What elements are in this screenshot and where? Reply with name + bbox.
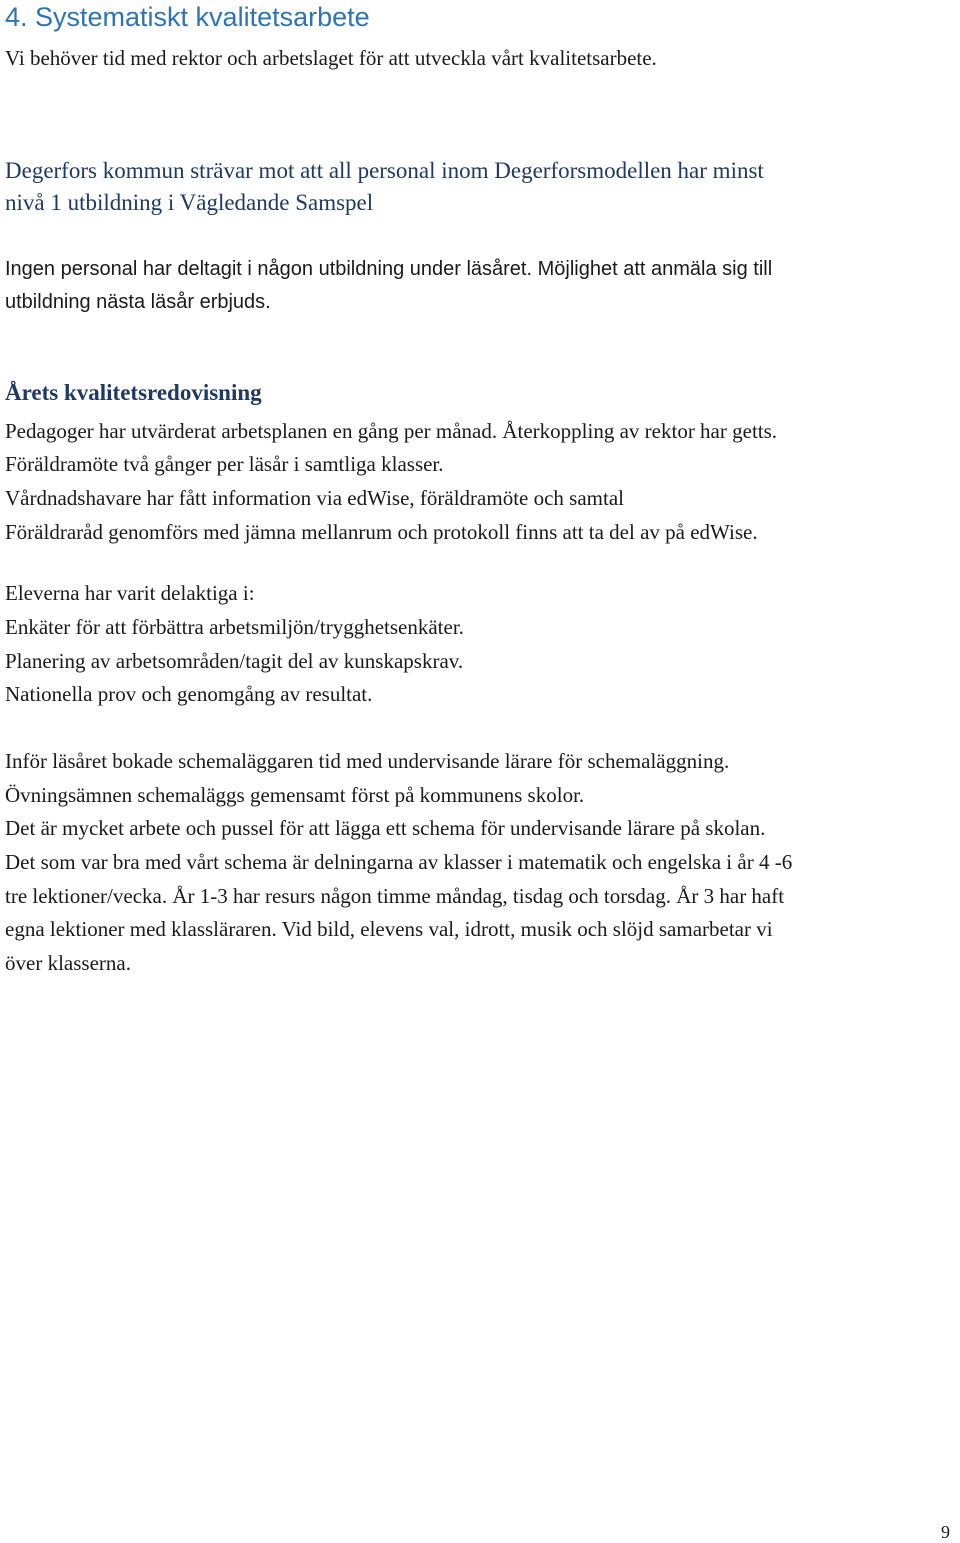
goal-line-1: Degerfors kommun strävar mot att all personal inom Degerforsmodellen har minst (5, 158, 764, 183)
report-line-4: Föräldraråd genomförs med jämna mellanrum och protokoll finns att ta del av på edWise. (5, 520, 758, 544)
students-item-3: Nationella prov och genomgång av resultat. (5, 682, 373, 706)
report-title: Årets kvalitetsredovisning (5, 380, 262, 405)
goal-line-2: nivå 1 utbildning i Vägledande Samspel (5, 190, 374, 215)
schedule-line-2: Övningsämnen schemaläggs gemensamt först på kommunens skolor. (5, 783, 585, 807)
schedule-line-3: Det är mycket arbete och pussel för att lägga ett schema för undervisande lärare på skolan. (5, 816, 766, 840)
report-line-3: Vårdnadshavare har fått information via edWise, föräldramöte och samtal (5, 486, 624, 510)
schedule-line-6: egna lektioner med klassläraren. Vid bild, elevens val, idrott, musik och slöjd samarbetar vi (5, 917, 773, 941)
training-status-line-2: utbildning nästa läsår erbjuds. (5, 291, 271, 313)
schedule-line-5: tre lektioner/vecka. År 1-3 har resurs någon timme måndag, tisdag och torsdag. År 3 har haft (5, 884, 785, 908)
schedule-line-1: Inför läsåret bokade schemaläggaren tid med undervisande lärare för schemaläggning. (5, 749, 730, 773)
page-number: 9 (941, 1522, 950, 1542)
section-heading: 4. Systematiskt kvalitetsarbete (5, 2, 370, 32)
students-item-2: Planering av arbetsområden/tagit del av kunskapskrav. (5, 649, 464, 673)
schedule-line-4: Det som var bra med vårt schema är delningarna av klasser i matematik och engelska i år 4 -6 (5, 850, 793, 874)
training-status-line-1: Ingen personal har deltagit i någon utbildning under läsåret. Möjlighet att anmäla sig till (5, 258, 773, 280)
schedule-line-7: över klasserna. (5, 951, 131, 975)
report-line-2: Föräldramöte två gånger per läsår i samtliga klasser. (5, 452, 444, 476)
students-item-1: Enkäter för att förbättra arbetsmiljön/trygghetsenkäter. (5, 615, 464, 639)
students-intro: Eleverna har varit delaktiga i: (5, 581, 255, 605)
intro-text: Vi behöver tid med rektor och arbetslaget för att utveckla vårt kvalitetsarbete. (5, 46, 657, 70)
report-line-1: Pedagoger har utvärderat arbetsplanen en gång per månad. Återkoppling av rektor har getts. (5, 419, 778, 443)
